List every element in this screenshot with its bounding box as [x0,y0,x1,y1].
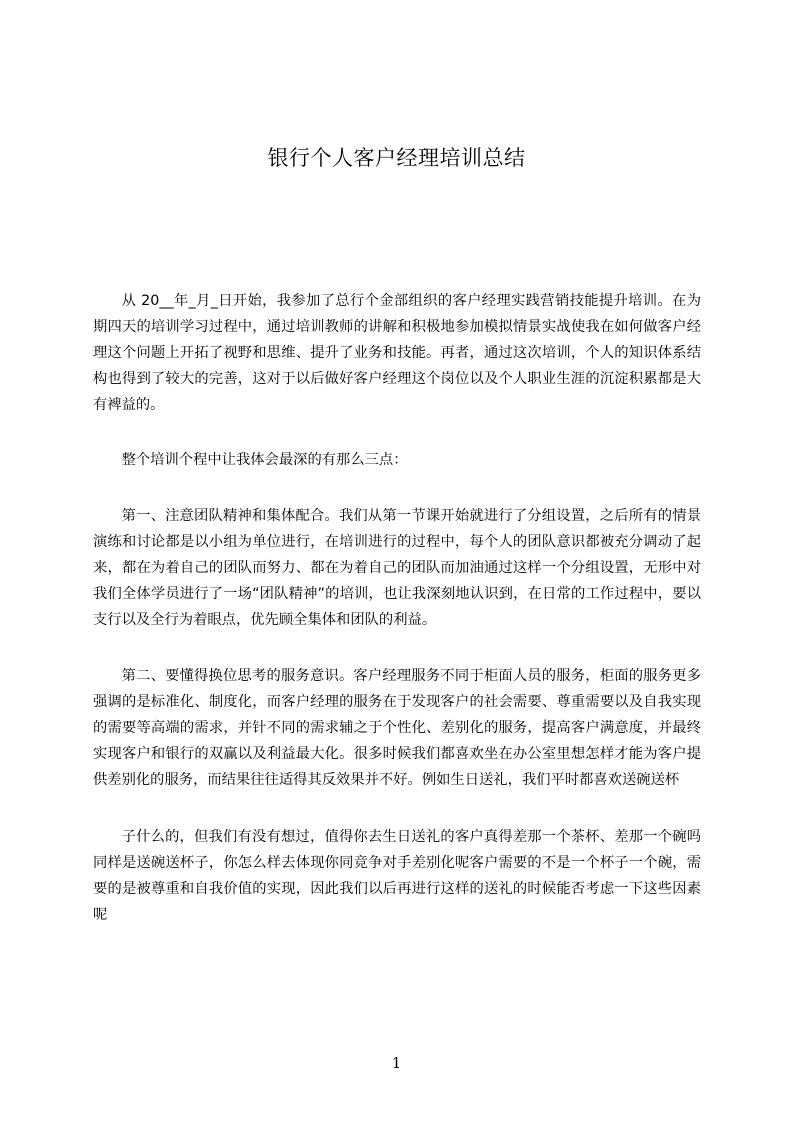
paragraph-point-one: 第一、注意团队精神和集体配合。我们从第一节课开始就进行了分组设置，之后所有的情景演练和讨论都是以小组为单位进行，在培训进行的过程中，每个人的团队意识都被充分调动了起来，都在为着自己的团队而努力、都在为着自己的团队而加油通过这样一个分组设置，无形中对我们全体学员进行了一场“团队精神”的培训，也让我深刻地认识到，在日常的工作过程中，要以支行以及全行为着眼点，优先顾全集体和团队的利益。 [93,508,701,628]
paragraph-summary-lead: 整个培训个程中让我体会最深的有那么三点： [121,452,408,468]
paragraph-intro: 从 20__年_月_日开始，我参加了总行个金部组织的客户经理实践营销技能提升培训。在为期四天的培训学习过程中，通过培训教师的讲解和积极地参加模拟情景实战使我在如何做客户经理这个问题上开拓了视野和思维、提升了业务和技能。再者，通过这次培训，个人的知识体系结构也得到了较大的完善，这对于以后做好客户经理这个岗位以及个人职业生涯的沉淀积累都是大有裨益的。 [93,293,701,413]
document-body [93,288,701,957]
page-title: 银行个人客户经理培训总结 [267,146,526,170]
paragraph-point-two-continued: 子什么的，但我们有没有想过，值得你去生日送礼的客户真得差那一个茶杯、差那一个碗吗同样是送碗送杯子，你怎么样去体现你同竞争对手差别化呢客户需要的不是一个杯子一个碗，需要的是被尊重和自我价值的实现，因此我们以后再进行这样的送礼的时候能否考虑一下这些因素呢 [93,829,701,923]
paragraph-point-two: 第二、要懂得换位思考的服务意识。客户经理服务不同于柜面人员的服务，柜面的服务更多强调的是标准化、制度化，而客户经理的服务在于发现客户的社会需要、尊重需要以及自我实现的需要等高端的需求，并针不同的需求辅之于个性化、差别化的服务，提高客户满意度，并最终实现客户和银行的双赢以及利益最大化。很多时候我们都喜欢坐在办公室里想怎样才能为客户提供差别化的服务，而结果往往适得其反效果并不好。例如生日送礼，我们平时都喜欢送碗送杯 [93,668,701,788]
page-number: 1 [391,1054,402,1072]
